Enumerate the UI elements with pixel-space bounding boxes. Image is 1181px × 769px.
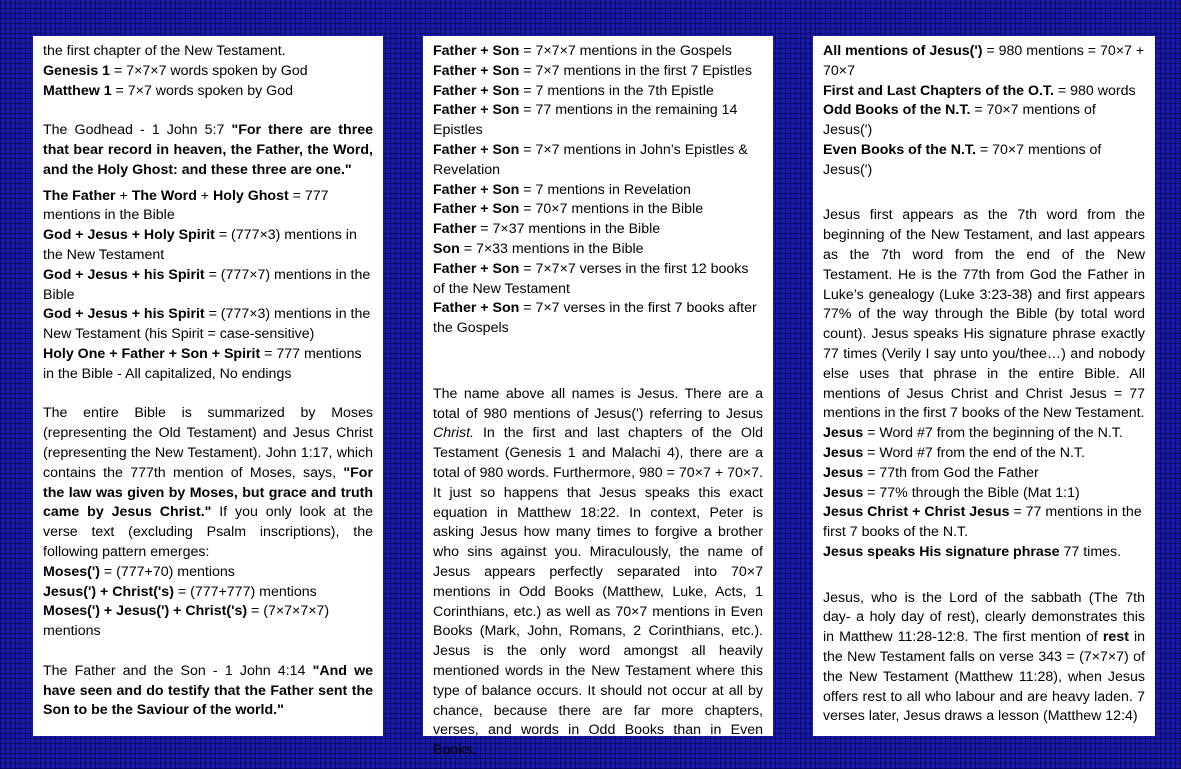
equation-line: Son = 7×33 mentions in the Bible <box>433 240 644 257</box>
equation-line: Father = 7×37 mentions in the Bible <box>433 221 661 238</box>
equation-line: Jesus speaks His signature phrase 77 times. <box>823 543 1122 560</box>
equation-line: Jesus Christ + Christ Jesus = 77 mentions in the first 7 books of the N.T. <box>823 504 1142 541</box>
equation-line: First and Last Chapters of the O.T. = 980 words <box>823 82 1136 99</box>
equation-line: Father + Son = 7×7×7 mentions in the Gospels <box>433 43 732 59</box>
equation-line: The Father + The Word + Holy Ghost = 777 mentions in the Bible <box>43 187 329 224</box>
equation-line: Father + Son = 7×7 mentions in John’s Epistles & Revelation <box>433 141 748 178</box>
name-above-all-paragraph: The name above all names is Jesus. There are a total of 980 mentions of Jesus(') referring to Jesus Christ. In the first and last chapters of the Old Testament (Genesis 1 and Malachi 4), there are a total of 980 words. Furthermore, 980 = 70×7 + 70×7. It just so happens that Jesus speaks this exact equation in Matthew 18:22. In context, Peter is asking Jesus how many times to forgive a brother who sins against you. Miraculously, the name of Jesus appears perfectly separated into 70×7 mentions in Odd Books (Matthew, Luke, Acts, 1 Corinthians, etc.) as well as 70×7 mentions in Even Books (Mark, John, Romans, 2 Corinthians, etc.). Jesus is the only word amongst all heavily mentioned words in the New Testament where this type of balance occurs. It should not occur at all by chance, because there are far more chapters, verses, and words in Odd Books than in Even Books. <box>433 385 763 759</box>
equation-line: God + Jesus + his Spirit = (777×7) mentions in the Bible <box>43 266 371 303</box>
moses-paragraph: The entire Bible is summarized by Moses (representing the Old Testament) and Jesus Christ (representing the New Testament). John 1:17, which contains the 777th mention of Moses, says, "For the law was given by Moses, but grace and truth came by Jesus Christ." If you only look at the verse text (excluding Psalm inscriptions), the following pattern emerges: <box>43 405 373 560</box>
column-1-panel <box>33 36 383 736</box>
sabbath-paragraph: Jesus, who is the Lord of the sabbath (The 7th day- a holy day of rest), clearly demonstrates this in Matthew 11:28-12:8. The first mention of rest in the New Testament falls on verse 343 = (7×7×7) of the New Testament (Matthew 11:28), when Jesus offers rest to all who labour and are heavy laden. 7 verses later, Jesus draws a lesson (Matthew 12:4) <box>823 589 1146 725</box>
equation-line: Father + Son = 7×7 mentions in the first 7 Epistles <box>433 62 752 79</box>
equation-line: Moses(') + Jesus(') + Christ('s) = (7×7×7×7) mentions <box>43 603 330 640</box>
equation-line: Moses(') = (777+70) mentions <box>43 563 235 580</box>
equation-line: God + Jesus + his Spirit = (777×3) mentions in the New Testament (his Spirit = case-sensitive) <box>43 306 371 343</box>
equation-line: Jesus = Word #7 from the end of the N.T. <box>823 444 1085 461</box>
equation-line: All mentions of Jesus(') = 980 mentions = 70×7 + 70×7 <box>823 43 1145 79</box>
equation-line: Father + Son = 7 mentions in the 7th Epistle <box>433 82 714 99</box>
column-3-panel <box>813 36 1155 736</box>
equation-line: Father + Son = 77 mentions in the remaining 14 Epistles <box>433 102 738 139</box>
jesus-first-appears-paragraph: Jesus first appears as the 7th word from the beginning of the New Testament, and last appears as the 7th word from the end of the New Testament. He is the 77th from God the Father in Luke’s genealogy (Luke 3:23-38) and first appears 77% of the way through the Bible (by total word count). Jesus speaks His signature phrase exactly 77 times (Verily I say unto you/thee…) and nobody else uses that phrase in the entire Bible. All mentions of Jesus Christ and Christ Jesus = 77 mentions in the first 7 books of the New Testament. <box>823 207 1145 422</box>
equation-line: God + Jesus + Holy Spirit = (777×3) mentions in the New Testament <box>43 227 357 263</box>
equation-line: Even Books of the N.T. = 70×7 mentions of Jesus(') <box>823 141 1102 178</box>
equation-line: Father + Son = 7 mentions in Revelation <box>433 181 691 198</box>
godhead-paragraph: The Godhead - 1 John 5:7 "For there are three that bear record in heaven, the Father, the Word, and the Holy Ghost: and these three are one." <box>43 122 374 178</box>
text-line: Matthew 1 = 7×7 words spoken by God <box>43 82 293 99</box>
equation-line: Father + Son = 70×7 mentions in the Bible <box>433 201 704 218</box>
equation-line: Jesus = Word #7 from the beginning of the N.T. <box>823 425 1123 442</box>
column-2-panel <box>423 36 773 759</box>
equation-line: Father + Son = 7×7 verses in the first 7 books after the Gospels <box>433 300 757 337</box>
equation-line: Jesus = 77th from God the Father <box>823 464 1039 481</box>
equation-line: Holy One + Father + Son + Spirit = 777 mentions in the Bible - All capitalized, No endings <box>43 345 362 382</box>
equation-line: Jesus(') + Christ('s) = (777+777) mentions <box>43 583 317 600</box>
text-line: Genesis 1 = 7×7×7 words spoken by God <box>43 62 308 79</box>
father-son-paragraph: The Father and the Son - 1 John 4:14 "And we have seen and do testify that the Father sent the Son to be the Saviour of the world." <box>43 662 373 719</box>
equation-line: Odd Books of the N.T. = 70×7 mentions of Jesus(') <box>823 102 1096 139</box>
equation-line: Father + Son = 7×7×7 verses in the first 12 books of the New Testament <box>433 260 749 297</box>
text-line: the first chapter of the New Testament. <box>43 43 286 59</box>
equation-line: Jesus = 77% through the Bible (Mat 1:1) <box>823 484 1080 501</box>
